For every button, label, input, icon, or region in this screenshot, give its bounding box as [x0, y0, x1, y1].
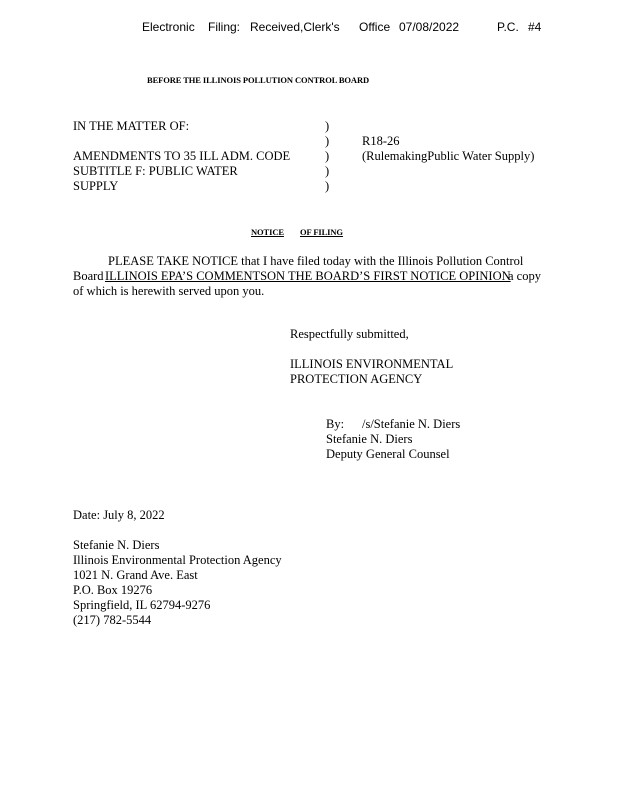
- contact-line: Stefanie N. Diers: [73, 538, 160, 552]
- contact-line: 1021 N. Grand Ave. East: [73, 568, 198, 582]
- body-line-2-underlined-b: ON THE BOARD’S FIRST NOTICE OPINION: [267, 269, 511, 283]
- body-line-2-start: Board: [73, 269, 104, 283]
- body-line-1: PLEASE TAKE NOTICE that I have filed today with the Illinois Pollution Control: [108, 254, 524, 268]
- signer-title: Deputy General Counsel: [326, 447, 450, 461]
- caption-line-5: SUPPLY: [73, 179, 119, 193]
- caption-line-3: AMENDMENTS TO 35 ILL ADM. CODE: [73, 149, 291, 163]
- agency-line-2: PROTECTION AGENCY: [290, 372, 423, 386]
- contact-line: P.O. Box 19276: [73, 583, 153, 597]
- docket-type: (RulemakingPublic Water Supply): [362, 149, 535, 163]
- header-pc: P.C.: [497, 20, 519, 34]
- docket-number: R18-26: [362, 134, 400, 148]
- board-title: BEFORE THE ILLINOIS POLLUTION CONTROL BOARD: [147, 75, 370, 85]
- caption-paren: ): [325, 149, 330, 163]
- contact-line: (217) 782-5544: [73, 613, 152, 627]
- caption-paren: ): [325, 179, 330, 193]
- signer-name: Stefanie N. Diers: [326, 432, 413, 446]
- body-line-2-underlined-a: ILLINOIS EPA’S COMMENTS: [105, 269, 268, 283]
- agency-line-1: ILLINOIS ENVIRONMENTAL: [290, 357, 454, 371]
- body-line-3: of which is herewith served upon you.: [73, 284, 265, 298]
- header-filing: Filing:: [208, 20, 241, 34]
- caption-line-4: SUBTITLE F: PUBLIC WATER: [73, 164, 238, 178]
- header-office: Office: [359, 20, 391, 34]
- header-date: 07/08/2022: [399, 20, 460, 34]
- caption-paren: ): [325, 134, 330, 148]
- caption-paren: ): [325, 119, 330, 133]
- header-pc-number: #4: [528, 20, 542, 34]
- contact-line: Springfield, IL 62794-9276: [73, 598, 211, 612]
- caption-line-1: IN THE MATTER OF:: [73, 119, 190, 133]
- header-electronic: Electronic: [142, 20, 195, 34]
- header-received: Received,Clerk's: [250, 20, 340, 34]
- notice-title-word2: OF FILING: [300, 227, 343, 237]
- body-line-2-end: a copy: [508, 269, 541, 283]
- respectfully-submitted: Respectfully submitted,: [290, 327, 409, 341]
- date-line: Date: July 8, 2022: [73, 508, 165, 522]
- notice-title-word1: NOTICE: [251, 227, 284, 237]
- contact-line: Illinois Environmental Protection Agency: [73, 553, 282, 567]
- by-label: By:: [326, 417, 345, 431]
- signature: /s/Stefanie N. Diers: [362, 417, 461, 431]
- caption-paren: ): [325, 164, 330, 178]
